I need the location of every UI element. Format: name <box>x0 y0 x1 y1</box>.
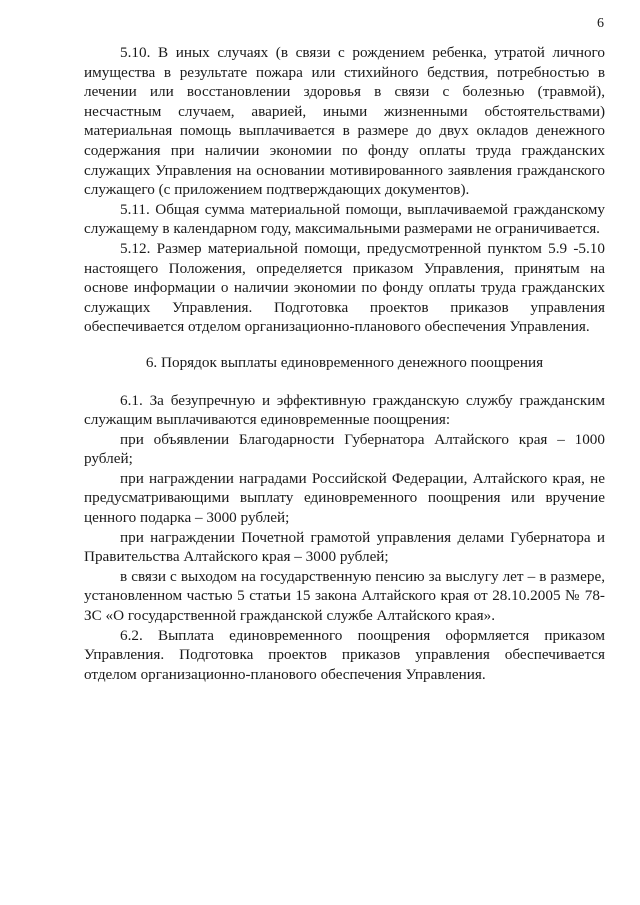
list-item-pension: в связи с выходом на государственную пенсию за выслугу лет – в размере, установленном частью 5 статьи 15 закона Алтайского края от 28.10.2005 № 78-ЗС «О государственной гражданской службе Алтайского края». <box>84 567 605 625</box>
list-item-gratitude: при объявлении Благодарности Губернатора Алтайского края – 1000 рублей; <box>84 430 605 468</box>
paragraph-5-12: 5.12. Размер материальной помощи, предусмотренной пунктом 5.9 -5.10 настоящего Положения, определяется приказом Управления, принятым на основе информации о наличии экономии по фонду оплаты труда гражданских служащих Управления. Подготовка проектов приказов управления обеспечивается отделом организационно-планового обеспечения Управления. <box>84 239 605 336</box>
paragraph-6-2: 6.2. Выплата единовременного поощрения оформляется приказом Управления. Подготовка проектов приказов управления обеспечивается отделом организационно-планового обеспечения Управления. <box>84 626 605 683</box>
section-heading: 6. Порядок выплаты единовременного денежного поощрения <box>145 353 544 371</box>
paragraph-5-11: 5.11. Общая сумма материальной помощи, выплачиваемой гражданскому служащему в календарном году, максимальными размерами не ограничивается. <box>84 200 605 238</box>
list-item-certificate: при награждении Почетной грамотой управления делами Губернатора и Правительства Алтайского края – 3000 рублей; <box>84 528 605 566</box>
list-item-federal-awards: при награждении наградами Российской Федерации, Алтайского края, не предусматривающими выплату единовременного поощрения или вручение ценного подарка – 3000 рублей; <box>84 469 605 527</box>
document-body <box>84 43 605 684</box>
paragraph-6-1: 6.1. За безупречную и эффективную гражданскую службу гражданским служащим выплачиваются единовременные поощрения: <box>84 391 605 429</box>
page-number: 6 <box>597 16 604 31</box>
paragraph-5-10: 5.10. В иных случаях (в связи с рождением ребенка, утратой личного имущества в результате пожара или стихийного бедствия, потребностью в лечении или восстановлении здоровья в связи с болезнью (травмой), несчастным случаем, аварией, иными жизненными обстоятельствами) материальная помощь выплачивается в размере до двух окладов денежного содержания при наличии экономии по фонду оплаты труда гражданских служащих Управления на основании мотивированного заявления гражданского служащего (с приложением подтверждающих документов). <box>84 44 605 199</box>
